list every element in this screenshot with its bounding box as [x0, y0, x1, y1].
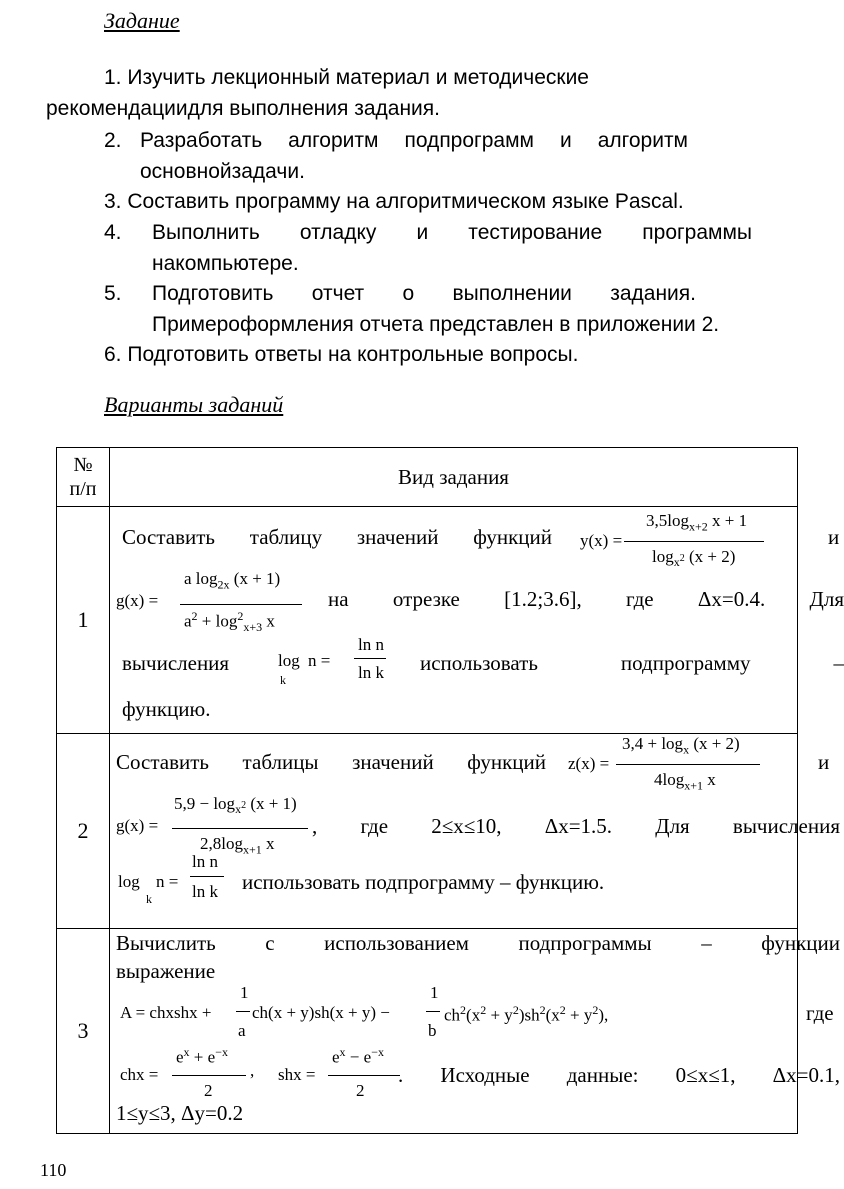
step-4-line-2: накомпьютере.: [152, 252, 299, 275]
table-row: [57, 734, 798, 929]
row1-g-lhs: g(x) =: [116, 591, 159, 610]
row3-chx-denominator: 2: [204, 1081, 213, 1100]
row-number: 2: [57, 734, 110, 929]
step-4-number: 4.: [104, 221, 122, 244]
row1-y-den-base: x2: [673, 553, 685, 570]
row1-line3-start: вычисления: [122, 651, 230, 675]
row2-log-arg: n =: [156, 872, 179, 891]
row1-y-den-log: log: [652, 547, 674, 566]
row1-y-num-log: 3,5log: [646, 511, 689, 530]
row3-a-expr-mid: ch(x + y)sh(x + y) −: [252, 1003, 390, 1022]
step-2-line-2: основнойзадачи.: [140, 160, 305, 183]
row1-log-arg: n =: [308, 651, 331, 670]
step-1-line-2: рекомендациидля выполнения задания.: [46, 97, 440, 120]
row1-y-den-arg: (x + 2): [688, 547, 736, 566]
page-number: 110: [40, 1160, 67, 1180]
row2-log-fraction-bar: [190, 876, 224, 877]
step-1-line-1: 1. Изучить лекционный материал и методические: [104, 66, 589, 89]
header-number-abbr: п/п: [69, 478, 97, 500]
row-task-cell: [110, 929, 840, 1134]
row2-z-lhs: z(x) =: [568, 754, 610, 773]
row1-line3-text: использовать подпрограмму –: [420, 651, 844, 675]
row-number: 3: [57, 929, 110, 1134]
row1-log-lhs: log: [278, 651, 300, 670]
row1-g-numerator: a $\log_{2x} (x + 1)$: [184, 569, 281, 592]
row1-y-lhs: y(x) =: [580, 531, 623, 550]
step-2-line-1: Разработать алгоритм подпрограмм и алгоритм: [140, 129, 688, 152]
row3-frac1-bar: [236, 1011, 250, 1012]
row1-line1-end: и: [828, 525, 840, 549]
row1-log-numerator: ln n: [358, 635, 384, 654]
row3-frac2-denominator: b: [428, 1021, 437, 1040]
row3-shx-numerator: $e^x - e^{-x}$: [332, 1045, 384, 1067]
row2-g-fraction-bar: [172, 828, 308, 829]
row3-shx-denominator: 2: [356, 1081, 365, 1100]
row2-line1-end: и: [818, 750, 830, 774]
row3-frac2-bar: [426, 1011, 440, 1012]
row1-line1-text: Составить таблицу значений функций: [122, 525, 552, 549]
row3-shx-bar: [328, 1075, 400, 1076]
row3-a-expr-end: $ch^2(x^2 + y^2)sh^2(x^2 + y^2)$,: [444, 1003, 609, 1025]
row3-where: где: [806, 1001, 834, 1025]
step-5-line-2: Примероформления отчета представлен в приложении 2.: [152, 313, 720, 336]
variants-heading: Варианты заданий: [104, 392, 284, 417]
row3-shx-lhs: shx =: [278, 1065, 316, 1084]
row3-chx-bar: [172, 1075, 246, 1076]
step-6-line-1: 6. Подготовить ответы на контрольные вопросы.: [104, 343, 579, 366]
row1-g-fraction-bar: [180, 604, 302, 605]
row2-z-numerator: $3,4 + \log_x (x + 2)$: [622, 734, 740, 757]
row2-g-denominator: $2,8\log_{x+1}$ x: [200, 834, 275, 857]
step-2-number: 2.: [104, 129, 122, 152]
row3-line5-text: 1≤y≤3, Δy=0.2: [116, 1101, 244, 1125]
row2-log-base: k: [146, 892, 152, 906]
row2-log-denominator: ln k: [192, 882, 218, 901]
row1-y-fraction-bar: [624, 541, 764, 542]
row1-line2-text: на отрезке [1.2;3.6], где Δx=0.4. Для: [328, 587, 844, 611]
row1-g-denominator: $a^2 + \log^2_{x+3} x$: [184, 609, 275, 635]
row3-chx-comma: ,: [250, 1061, 255, 1080]
row1-y-numerator: [646, 511, 747, 534]
row-task-cell: [110, 507, 844, 734]
row3-frac1-denominator: a: [238, 1021, 246, 1040]
row1-log-fraction-bar: [354, 658, 386, 659]
row2-line1-text: Составить таблицы значений функций: [116, 750, 546, 774]
row2-g-numerator: $5,9 - \log_{x^2} (x + 1)$: [174, 794, 297, 817]
header-number-symbol: №: [73, 454, 93, 476]
table-row: [57, 929, 798, 1134]
row1-line4-text: функцию.: [122, 697, 211, 721]
row3-line1-text: Вычислить с использованием подпрограммы – функции: [116, 931, 840, 955]
row3-line2-text: выражение: [116, 959, 216, 983]
row3-a-expr-start: A = chxshx +: [120, 1003, 212, 1022]
row2-line3-text: использовать подпрограмму – функцию.: [242, 870, 605, 894]
row1-y-num-arg: x + 1: [712, 511, 748, 530]
step-4-line-1: Выполнить отладку и тестирование программы: [152, 221, 752, 244]
table-row: [57, 507, 798, 734]
row2-z-denominator: $4\log_{x+1}$ x: [654, 770, 716, 793]
variants-table: [56, 447, 844, 1134]
row2-log-lhs: log: [118, 872, 140, 891]
row3-chx-numerator: $e^x + e^{-x}$: [176, 1045, 228, 1067]
row2-z-fraction-bar: [616, 764, 760, 765]
row2-log-numerator: ln n: [192, 852, 218, 871]
header-task-cell: Вид задания: [110, 448, 798, 507]
section-heading: Задание: [104, 8, 180, 33]
row1-y-denominator: [652, 547, 735, 570]
row3-line4-text: . Исходные данные: 0≤x≤1, Δx=0.1,: [398, 1063, 840, 1087]
row2-line2-text: , где 2≤x≤10, Δx=1.5. Для вычисления: [312, 814, 840, 838]
row1-y-num-base: x+2: [688, 519, 708, 534]
row-task-cell: [110, 734, 840, 929]
row3-frac1-numerator: 1: [240, 983, 249, 1002]
table-header-row: [57, 448, 798, 507]
row-number: 1: [57, 507, 110, 734]
step-5-line-1: Подготовить отчет о выполнении задания.: [152, 282, 696, 305]
row1-log-denominator: ln k: [358, 663, 384, 682]
row3-frac2-numerator: 1: [430, 983, 439, 1002]
step-3-line-1: 3. Составить программу на алгоритмическом языке Pascal.: [104, 190, 684, 213]
step-5-number: 5.: [104, 282, 122, 305]
row3-chx-lhs: chx =: [120, 1065, 159, 1084]
header-number-cell: [57, 448, 110, 507]
row1-log-base: k: [280, 673, 286, 687]
row2-g-lhs: g(x) =: [116, 816, 159, 835]
